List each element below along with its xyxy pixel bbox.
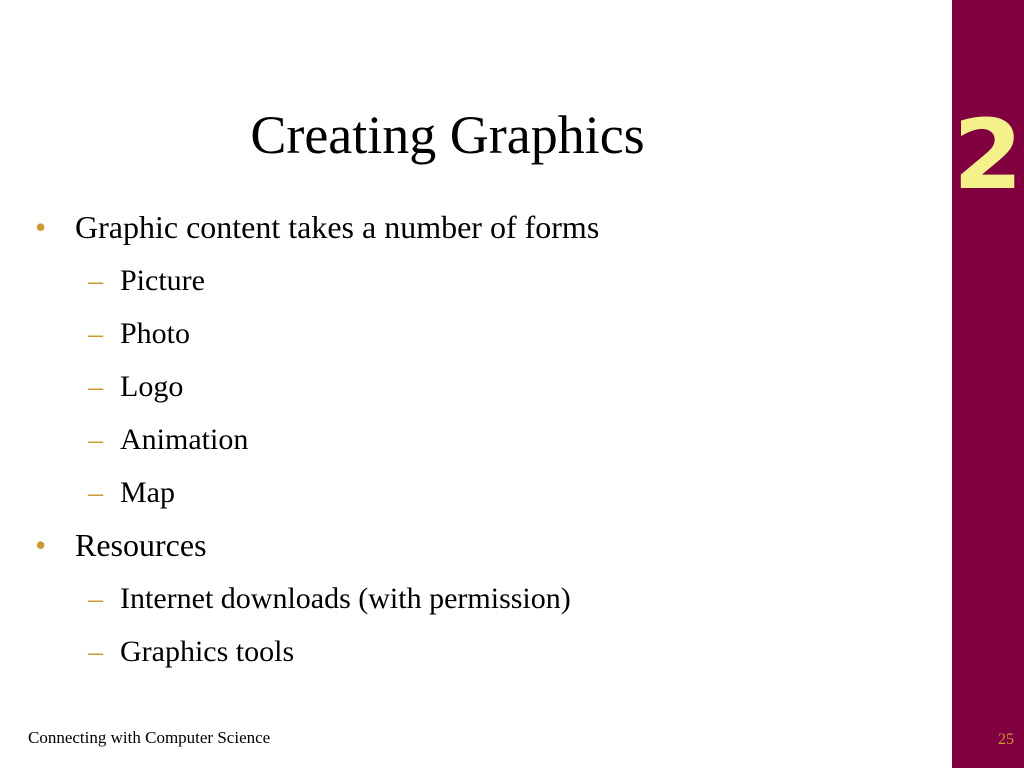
sub-item <box>30 258 930 303</box>
sub-item-text: Photo <box>120 317 191 350</box>
sub-item <box>30 576 930 621</box>
sub-item-text: Logo <box>120 370 184 403</box>
slide-title: Creating Graphics <box>250 105 645 165</box>
sub-item <box>30 629 930 674</box>
sub-item <box>30 364 930 409</box>
footer-text: Connecting with Computer Science <box>28 728 271 747</box>
bullet-text: Resources <box>75 527 207 563</box>
chapter-number: 2 <box>952 99 1024 211</box>
page-number: 25 <box>998 731 1014 748</box>
dash-icon: – <box>88 476 103 509</box>
sub-item-text: Picture <box>120 264 205 297</box>
bullet-item <box>30 205 930 250</box>
sub-item <box>30 311 930 356</box>
bullet-dot-icon: • <box>35 527 47 563</box>
dash-icon: – <box>88 317 103 350</box>
sub-item-text: Map <box>120 476 175 509</box>
dash-icon: – <box>88 582 103 615</box>
dash-icon: – <box>88 423 103 456</box>
bullet-dot-icon: • <box>35 209 47 245</box>
dash-icon: – <box>88 264 103 297</box>
sub-item <box>30 417 930 462</box>
bullet-list <box>30 205 930 682</box>
sub-item-text: Graphics tools <box>120 635 295 668</box>
sub-item-text: Animation <box>120 423 249 456</box>
dash-icon: – <box>88 370 103 403</box>
side-strip <box>952 0 1024 768</box>
bullet-item <box>30 523 930 568</box>
sub-item <box>30 470 930 515</box>
sub-item-text: Internet downloads (with permission) <box>120 582 571 615</box>
bullet-text: Graphic content takes a number of forms <box>75 209 600 245</box>
dash-icon: – <box>88 635 103 668</box>
